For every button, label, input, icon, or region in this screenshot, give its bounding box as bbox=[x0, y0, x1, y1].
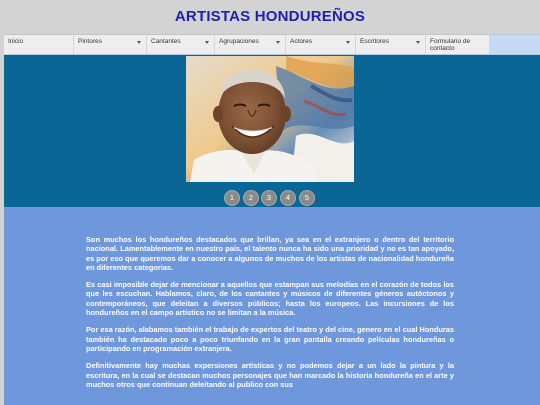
main-nav bbox=[4, 34, 540, 55]
paragraph: Por esa razón, alabamos también el trabajo de expertos del teatro y del cine, genero en el cual Honduras también ha destacado poco a poco triunfando en la gran pantalla creando películas hondureñas o participando en programación extranjera. bbox=[86, 325, 454, 353]
paragraph: Definitivamente hay muchas expersiones artísticas y no podemos dejar a un lado la pintura y la escritura, en la cual se destacan muchos personajes que han marcado la historia hondureña en el arte y muchos otros que continuan deleitando al publico con sus bbox=[86, 361, 454, 389]
dropdown-arrow-icon bbox=[346, 41, 350, 44]
nav-item-inicio[interactable] bbox=[4, 35, 74, 54]
nav-item-label: Pintores bbox=[78, 38, 102, 45]
paragraph: Es casi imposible dejar de mencionar a aquellos que estampan sus melodías en el corazón de todos los que les escuchan. Hablamos, claro, de los cantantes y músicos de diferentes géneros autóctonos y contemporáneos, que deleitan a diversos públicos; hasta los europeos. Las incursiones de los hondureños en el campo artístico no se limitan a la música. bbox=[86, 280, 454, 318]
site-title: ARTISTAS HONDUREÑOS bbox=[174, 8, 366, 25]
dropdown-arrow-icon bbox=[416, 41, 420, 44]
nav-item-label: Actores bbox=[290, 38, 313, 45]
dropdown-arrow-icon bbox=[276, 41, 280, 44]
nav-item-label: Agrupaciones bbox=[219, 38, 259, 45]
slider-page-button-1[interactable]: 1 bbox=[224, 190, 240, 206]
slider-page-button-2[interactable]: 2 bbox=[243, 190, 259, 206]
nav-item-formulario-contacto[interactable] bbox=[426, 35, 490, 54]
nav-item-label: Cantantes bbox=[151, 38, 181, 45]
slider-image bbox=[186, 56, 354, 182]
nav-item-cantantes[interactable] bbox=[147, 35, 215, 54]
nav-item-label: Inicio bbox=[8, 38, 24, 45]
nav-item-pintores[interactable] bbox=[74, 35, 147, 54]
paragraph: Son muchos los hondureños destacados que brillan, ya sea en el extranjero o dentro del territorio nacional. Lamentablemente en nuestro país, el talento nunca ha sido una prioridad y no es tan apoyado, es por eso que queremos dar a conocer a algunos de muchos de los artistas de nacionalidad hondureña en diferentes categorías. bbox=[86, 235, 454, 272]
nav-item-label: Escritores bbox=[360, 38, 389, 45]
nav-item-actores[interactable] bbox=[286, 35, 356, 54]
intro-text bbox=[86, 235, 454, 397]
slider-page-button-5[interactable]: 5 bbox=[299, 190, 315, 206]
nav-item-agrupaciones[interactable] bbox=[215, 35, 286, 54]
slider-page-button-3[interactable]: 3 bbox=[261, 190, 277, 206]
dropdown-arrow-icon bbox=[137, 41, 141, 44]
artist-portrait-image bbox=[186, 56, 354, 182]
nav-item-escritores[interactable] bbox=[356, 35, 426, 54]
dropdown-arrow-icon bbox=[205, 41, 209, 44]
slider-page-button-4[interactable]: 4 bbox=[280, 190, 296, 206]
nav-item-label: Formulario de contacto bbox=[430, 38, 471, 52]
